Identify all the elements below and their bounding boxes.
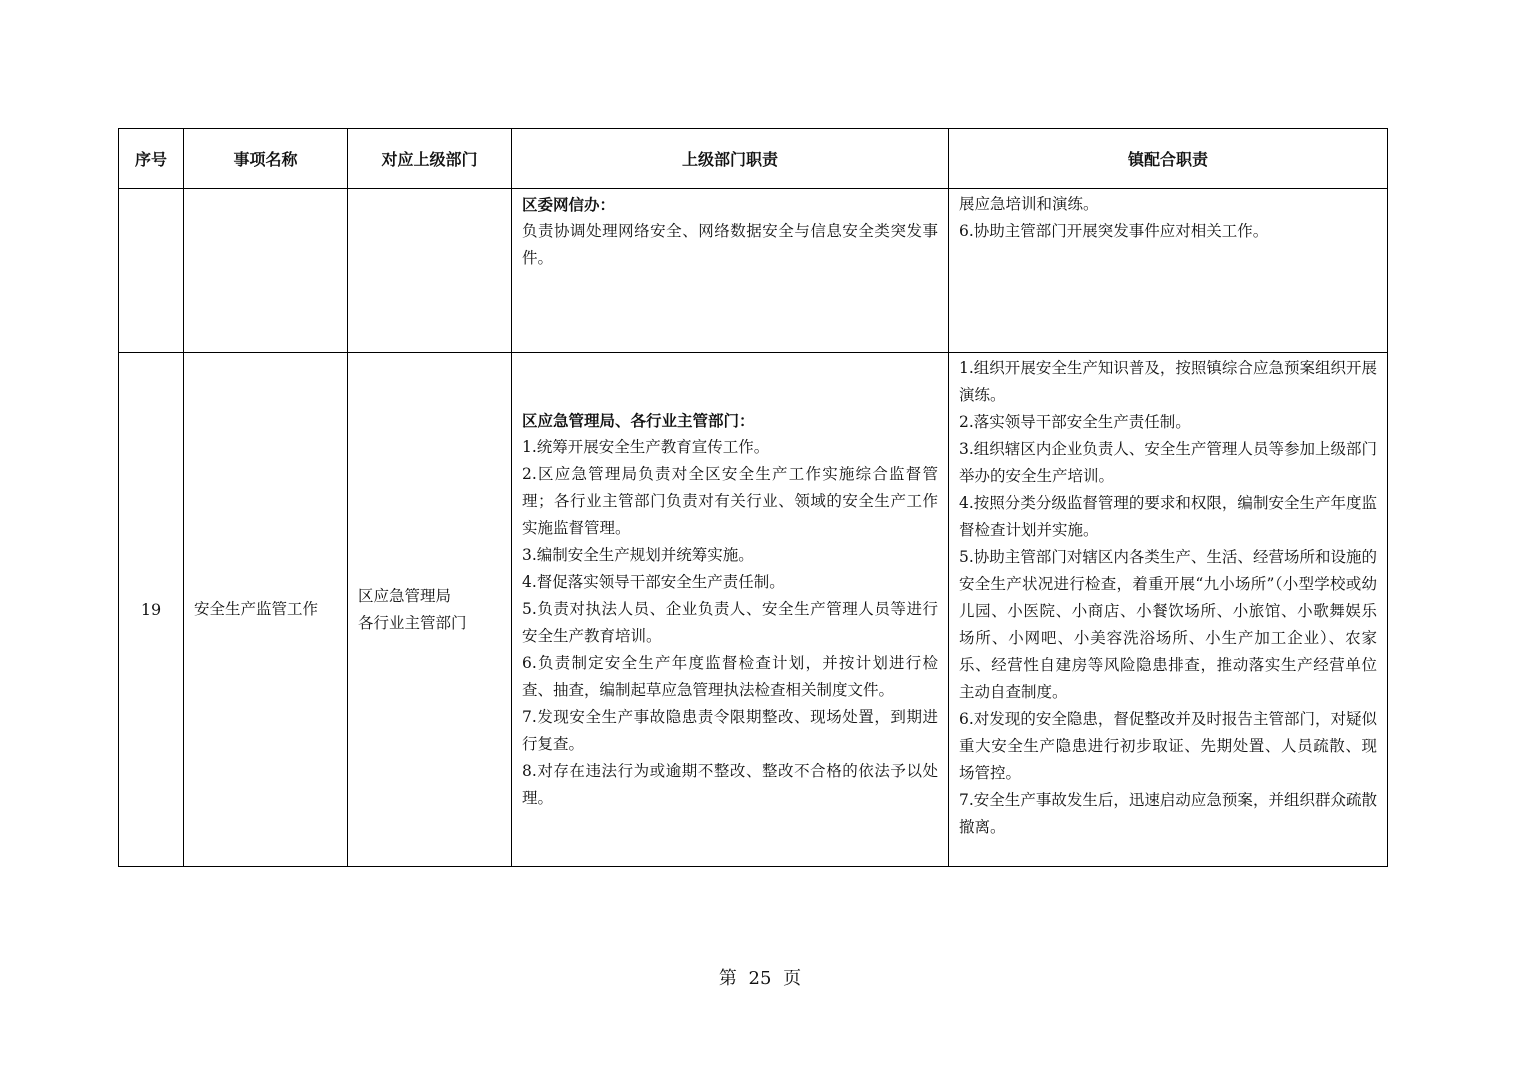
table-row-continuation xyxy=(119,189,1388,353)
town-duty-line: 6.对发现的安全隐患，督促整改并及时报告主管部门，对疑似重大安全生产隐患进行初步取证、先期处置、人员疏散、现场管控。 xyxy=(959,710,1377,782)
cell-item-name xyxy=(184,189,348,353)
upper-duty-line: 2.区应急管理局负责对全区安全生产工作实施综合监督管理；各行业主管部门负责对有关行业、领域的安全生产工作实施监督管理。 xyxy=(522,465,938,537)
upper-duty-title: 区委网信办： xyxy=(522,195,616,214)
department-line: 区应急管理局 xyxy=(358,586,452,605)
upper-duty-line: 7.发现安全生产事故隐患责令限期整改、现场处置，到期进行复查。 xyxy=(522,708,938,753)
table-row-19 xyxy=(119,353,1388,867)
town-duty-line: 3.组织辖区内企业负责人、安全生产管理人员等参加上级部门举办的安全生产培训。 xyxy=(959,440,1377,485)
header-town-duty: 镇配合职责 xyxy=(949,129,1388,189)
upper-duty-line: 负责协调处理网络安全、网络数据安全与信息安全类突发事件。 xyxy=(522,222,938,267)
upper-duty-line: 6.负责制定安全生产年度监督检查计划，并按计划进行检查、抽查，编制起草应急管理执法检查相关制度文件。 xyxy=(522,654,938,699)
header-item-name: 事项名称 xyxy=(184,129,348,189)
town-duty-line: 4.按照分类分级监督管理的要求和权限，编制安全生产年度监督检查计划并实施。 xyxy=(959,494,1377,539)
cell-number xyxy=(119,189,184,353)
header-department: 对应上级部门 xyxy=(348,129,512,189)
cell-town-duty xyxy=(949,189,1388,353)
cell-number: 19 xyxy=(119,353,184,867)
town-duty-line: 7.安全生产事故发生后，迅速启动应急预案，并组织群众疏散撤离。 xyxy=(959,791,1377,836)
header-number: 序号 xyxy=(119,129,184,189)
cell-department xyxy=(348,353,512,867)
cell-town-duty xyxy=(949,353,1388,867)
upper-duty-line: 8.对存在违法行为或逾期不整改、整改不合格的依法予以处理。 xyxy=(522,762,938,807)
cell-item-name: 安全生产监管工作 xyxy=(184,353,348,867)
cell-upper-duty xyxy=(512,189,949,353)
upper-duty-line: 1.统筹开展安全生产教育宣传工作。 xyxy=(522,438,770,456)
town-duty-line: 展应急培训和演练。 xyxy=(959,195,1099,213)
upper-duty-line: 4.督促落实领导干部安全生产责任制。 xyxy=(522,573,785,591)
town-duty-line: 5.协助主管部门对辖区内各类生产、生活、经营场所和设施的安全生产状况进行检查，着重开展“九小场所”（小型学校或幼儿园、小医院、小商店、小餐饮场所、小旅馆、小歌舞娱乐场所、小网吧、小美容洗浴场所、小生产加工企业）、农家乐、经营性自建房等风险隐患排查，推动落实生产经营单位主动自查制度。 xyxy=(959,548,1377,701)
page-number: 第 25 页 xyxy=(718,968,802,989)
cell-department xyxy=(348,189,512,353)
header-row xyxy=(119,129,1388,189)
upper-duty-line: 3.编制安全生产规划并统筹实施。 xyxy=(522,546,754,564)
town-duty-line: 2.落实领导干部安全生产责任制。 xyxy=(959,413,1191,431)
department-line: 各行业主管部门 xyxy=(358,613,467,632)
town-duty-line: 1.组织开展安全生产知识普及，按照镇综合应急预案组织开展演练。 xyxy=(959,359,1377,404)
header-upper-duty: 上级部门职责 xyxy=(512,129,949,189)
cell-upper-duty xyxy=(512,353,949,867)
town-duty-line: 6.协助主管部门开展突发事件应对相关工作。 xyxy=(959,222,1269,240)
upper-duty-title: 区应急管理局、各行业主管部门： xyxy=(522,411,755,430)
upper-duty-line: 5.负责对执法人员、企业负责人、安全生产管理人员等进行安全生产教育培训。 xyxy=(522,600,938,645)
duty-table xyxy=(118,128,1388,867)
